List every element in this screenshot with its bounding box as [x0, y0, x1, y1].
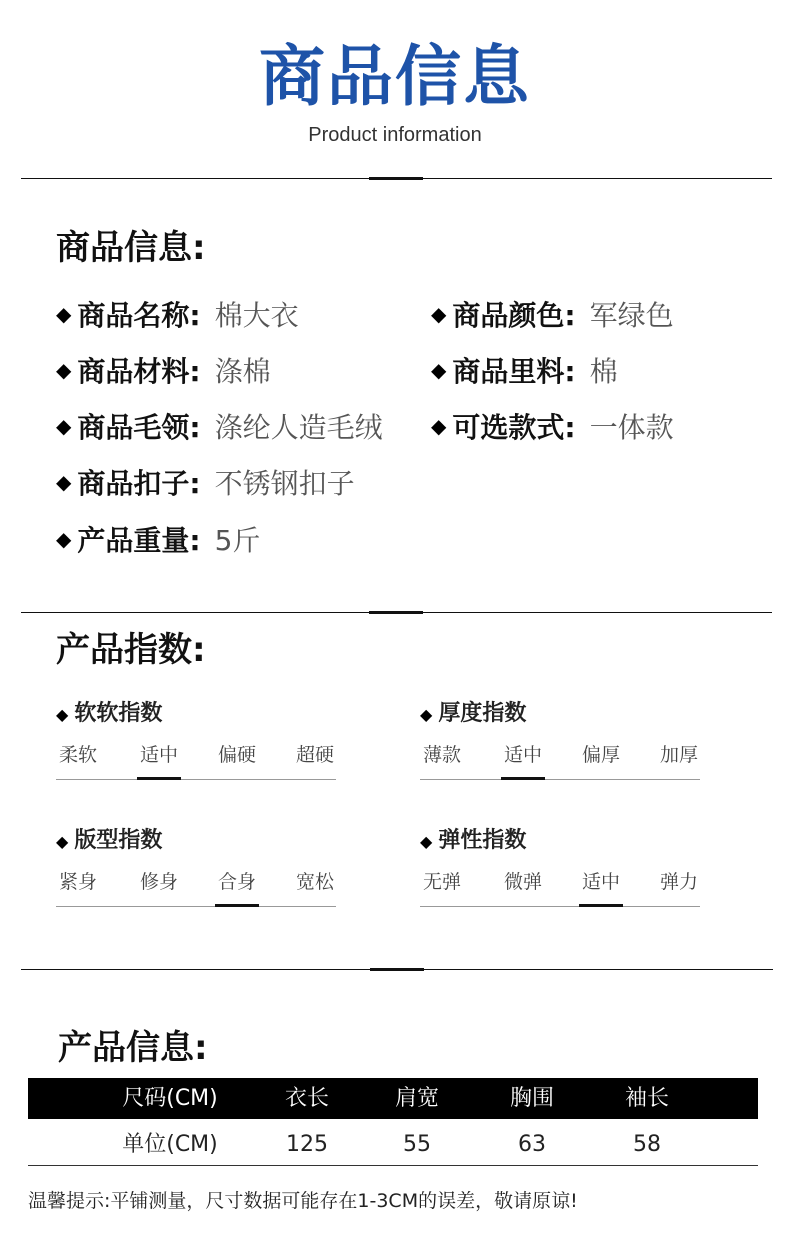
table-cell: 125	[286, 1132, 328, 1157]
index-option: 无弹	[422, 871, 461, 893]
index-title-label: 弹性指数	[438, 828, 527, 853]
index-title-label: 版型指数	[74, 828, 163, 853]
info-label: 可选款式:	[452, 411, 576, 444]
index-option: 宽松	[295, 871, 334, 893]
diamond-bullet-icon: ◆	[56, 527, 72, 551]
index-scale	[420, 867, 700, 907]
index-title	[420, 700, 526, 729]
index-option: 加厚	[659, 744, 698, 766]
index-title	[56, 827, 162, 856]
index-scale	[56, 867, 336, 907]
size-table-header	[28, 1078, 758, 1119]
info-label: 商品颜色:	[452, 299, 576, 332]
info-item-style	[431, 408, 674, 444]
index-section-heading: 产品指数:	[56, 630, 206, 670]
diamond-bullet-icon: ◆	[56, 832, 69, 851]
index-option-selected: 适中	[137, 740, 181, 770]
info-value: 不锈钢扣子	[214, 467, 355, 500]
index-option: 偏硬	[217, 744, 256, 766]
index-scale	[420, 740, 700, 780]
info-value: 棉大衣	[214, 299, 299, 332]
diamond-bullet-icon: ◆	[431, 414, 447, 438]
index-option: 超硬	[295, 744, 334, 766]
divider-accent	[369, 611, 423, 614]
info-label: 商品材料:	[77, 355, 201, 388]
index-title	[56, 700, 162, 729]
info-item-name	[56, 296, 299, 332]
index-option-selected: 适中	[579, 867, 623, 897]
table-row	[28, 1122, 758, 1166]
info-label: 商品毛领:	[77, 411, 201, 444]
info-value: 涤纶人造毛绒	[214, 411, 383, 444]
divider-accent	[369, 177, 423, 180]
diamond-bullet-icon: ◆	[420, 705, 433, 724]
index-option-selected: 合身	[215, 867, 259, 897]
index-option-selected: 适中	[501, 740, 545, 770]
index-title-label: 软软指数	[74, 701, 163, 726]
table-cell: 单位(CM)	[122, 1132, 218, 1157]
info-label: 商品扣子:	[77, 467, 201, 500]
page-title: 商品信息	[259, 38, 531, 115]
index-option: 柔软	[58, 744, 97, 766]
index-title-label: 厚度指数	[438, 701, 527, 726]
index-option: 薄款	[422, 744, 461, 766]
index-scale	[56, 740, 336, 780]
info-item-buttons	[56, 464, 355, 500]
info-label: 产品重量:	[77, 524, 201, 557]
info-value: 一体款	[589, 411, 674, 444]
index-option: 偏厚	[581, 744, 620, 766]
diamond-bullet-icon: ◆	[420, 832, 433, 851]
index-option: 弹力	[659, 871, 698, 893]
info-value: 5斤	[214, 524, 261, 557]
diamond-bullet-icon: ◆	[56, 414, 72, 438]
table-header-cell: 尺码(CM)	[122, 1086, 218, 1111]
measurement-note: 温馨提示:平铺测量，尺寸数据可能存在1-3CM的误差，敬请原谅!	[28, 1190, 578, 1212]
table-header-cell: 袖长	[624, 1086, 669, 1111]
diamond-bullet-icon: ◆	[56, 358, 72, 382]
info-item-material	[56, 352, 271, 388]
index-title	[420, 827, 526, 856]
table-cell: 55	[403, 1132, 431, 1157]
info-value: 军绿色	[589, 299, 674, 332]
diamond-bullet-icon: ◆	[56, 705, 69, 724]
table-header-cell: 衣长	[284, 1086, 329, 1111]
diamond-bullet-icon: ◆	[56, 470, 72, 494]
diamond-bullet-icon: ◆	[56, 302, 72, 326]
index-option: 微弹	[503, 871, 542, 893]
info-label: 商品里料:	[452, 355, 576, 388]
info-label: 商品名称:	[77, 299, 201, 332]
info-value: 棉	[589, 355, 618, 388]
diamond-bullet-icon: ◆	[431, 358, 447, 382]
info-section-heading: 商品信息:	[56, 228, 206, 268]
table-header-cell: 肩宽	[394, 1086, 439, 1111]
info-value: 涤棉	[214, 355, 271, 388]
table-cell: 58	[633, 1132, 661, 1157]
info-item-color	[431, 296, 674, 332]
index-option: 紧身	[58, 871, 97, 893]
table-cell: 63	[518, 1132, 546, 1157]
info-item-lining	[431, 352, 618, 388]
table-header-cell: 胸围	[509, 1086, 554, 1111]
info-item-fur-collar	[56, 408, 383, 444]
size-section-heading: 产品信息:	[58, 1028, 208, 1068]
diamond-bullet-icon: ◆	[431, 302, 447, 326]
index-option: 修身	[139, 871, 178, 893]
info-item-weight	[56, 521, 260, 557]
page-subtitle: Product information	[308, 124, 482, 146]
divider-accent	[370, 968, 424, 971]
